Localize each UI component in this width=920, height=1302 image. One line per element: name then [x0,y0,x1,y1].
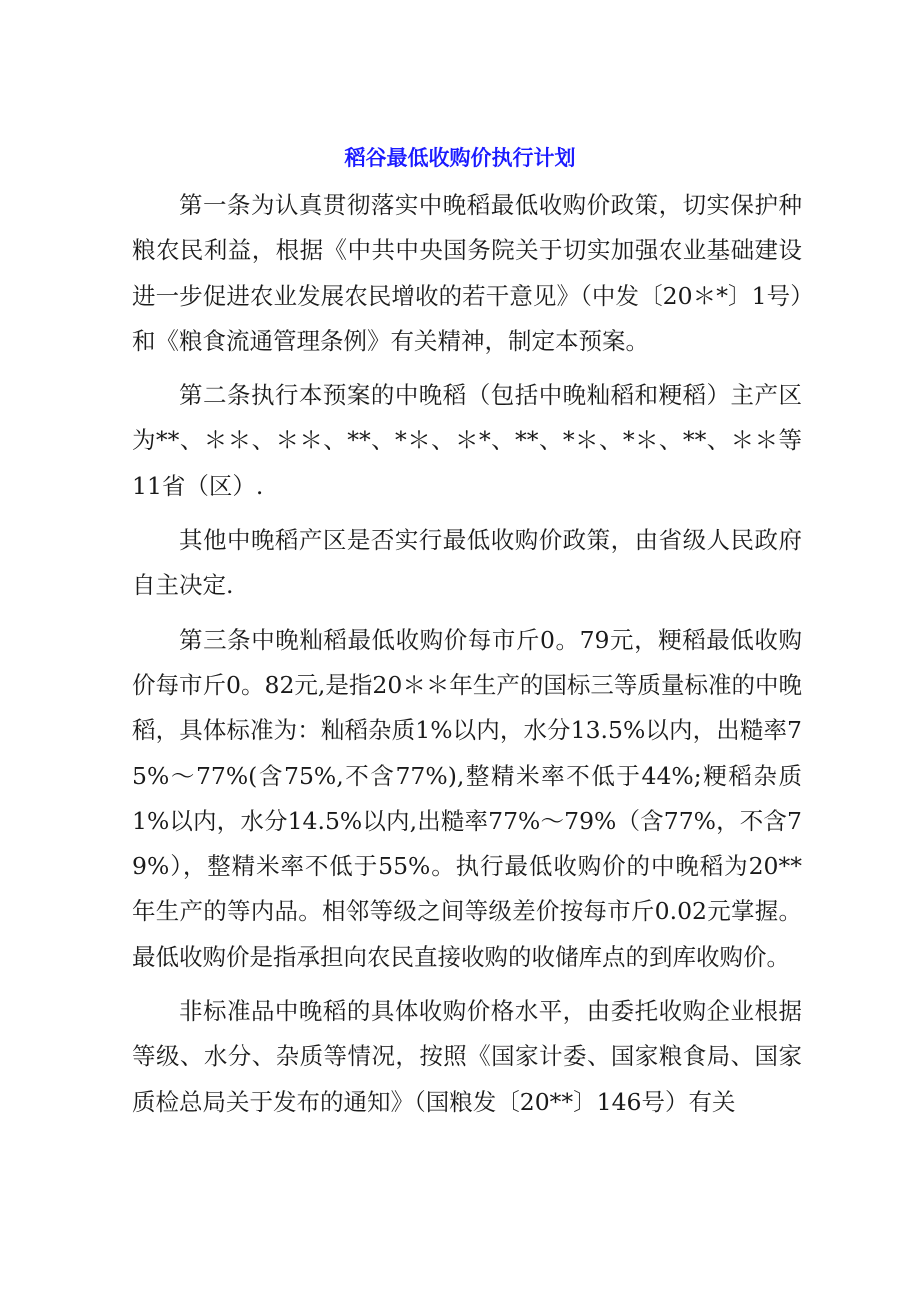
paragraph-article-1: 第一条为认真贯彻落实中晚稻最低收购价政策，切实保护种粮农民利益，根据《中共中央国务院关于切实加强农业基础建设进一步促进农业发展农民增收的若干意见》（中发〔20＊*〕1号）和《粮食流通管理条例》有关精神，制定本预案。 [132,191,802,355]
document-title: 稻谷最低收购价执行计划 [344,146,576,170]
paragraph-article-2: 第二条执行本预案的中晚稻（包括中晚籼稻和粳稻）主产区为**、＊＊、＊＊、**、*＊、＊*、**、*＊、*＊、**、＊＊等11省（区）. [132,381,802,500]
document-body [132,183,802,1125]
paragraph-other-regions: 其他中晚稻产区是否实行最低收购价政策，由省级人民政府自主决定. [132,526,802,600]
paragraph-article-3: 第三条中晚籼稻最低收购价每市斤0。79元，粳稻最低收购价每市斤0。82元,是指20＊＊年生产的国标三等质量标准的中晚稻，具体标准为：籼稻杂质1%以内，水分13.5%以内，出糙率75%～77%(含75%,不含77%),整精米率不低于44%;粳稻杂质1%以内，水分14.5%以内,出糙率77%～79%（含77%，不含79%），整精米率不低于55%。执行最低收购价的中晚稻为20**年生产的等内品。相邻等级之间等级差价按每市斤0.02元掌握。最低收购价是指承担向农民直接收购的收储库点的到库收购价。 [132,625,802,971]
paragraph-non-standard: 非标准品中晚稻的具体收购价格水平，由委托收购企业根据等级、水分、杂质等情况，按照《国家计委、国家粮食局、国家质检总局关于发布的通知》（国粮发〔20**〕146号）有关 [132,997,802,1116]
